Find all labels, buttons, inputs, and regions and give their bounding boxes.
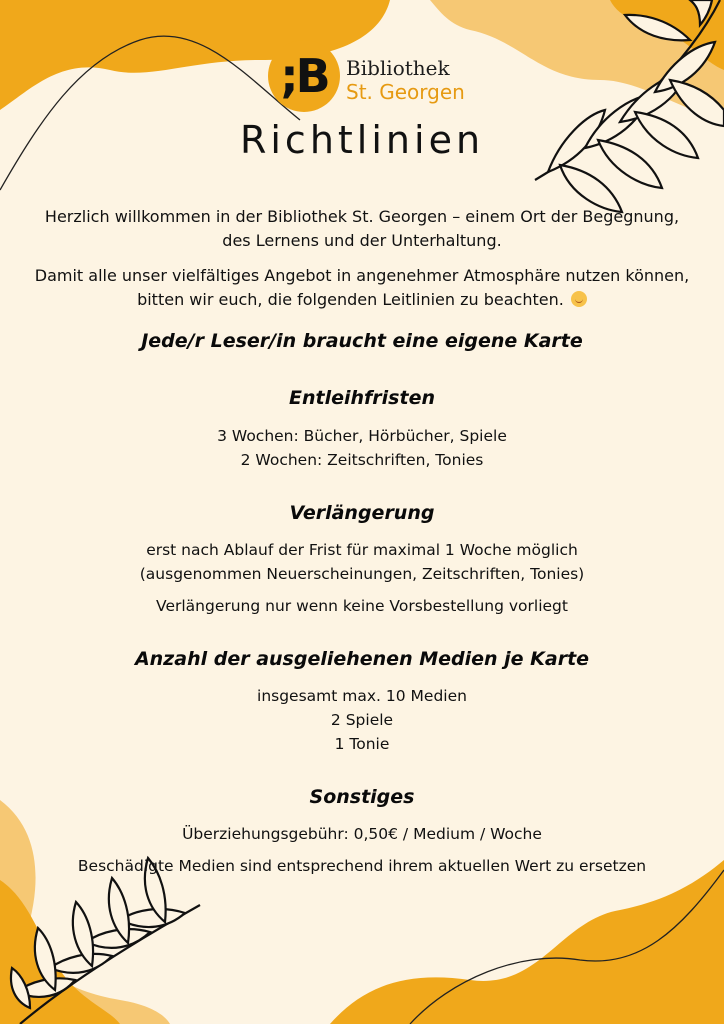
loan-line-2: 2 Wochen: Zeitschriften, Tonies [240, 451, 484, 469]
page-title: Richtlinien [239, 118, 485, 162]
renewal-line-2: (ausgenommen Neuerscheinungen, Zeitschriften, Tonies) [139, 565, 585, 583]
heading-other: Sonstiges [309, 786, 415, 808]
intro-paragraph-2 [20, 264, 704, 312]
logo-location: St. Georgen [346, 80, 465, 104]
intro-paragraph-1: Herzlich willkommen in der Bibliothek St. Georgen – einem Ort der Begegnung, des Lernens und der Unterhaltung. [44, 207, 680, 250]
heading-renewal: Verlängerung [289, 502, 435, 524]
renewal-line-3: Verlängerung nur wenn keine Vorsbestellung vorliegt [156, 597, 568, 615]
logo-name: Bibliothek [346, 56, 450, 80]
heading-loan-periods: Entleihfristen [289, 387, 435, 409]
renewal-line-1: erst nach Ablauf der Frist für maximal 1 Woche möglich [146, 541, 578, 559]
count-line-2: 2 Spiele [330, 711, 394, 729]
loan-line-1: 3 Wochen: Bücher, Hörbücher, Spiele [217, 427, 507, 445]
intro-paragraph-2-text: Damit alle unser vielfältiges Angebot in angenehmer Atmosphäre nutzen können, bitten wir euch, die folgenden Leitlinien zu beachten. [34, 266, 690, 309]
logo-mark: ;B [280, 49, 328, 103]
library-logo [268, 40, 468, 114]
heading-media-count: Anzahl der ausgeliehenen Medien je Karte [134, 648, 590, 670]
count-line-1: insgesamt max. 10 Medien [257, 687, 467, 705]
smiling-face-icon [571, 291, 587, 307]
other-line-2: Beschädigte Medien sind entsprechend ihrem aktuellen Wert zu ersetzen [77, 857, 647, 875]
heading-card: Jede/r Leser/in braucht eine eigene Karte [141, 330, 583, 352]
other-line-1: Überziehungsgebühr: 0,50€ / Medium / Woche [182, 825, 542, 843]
count-line-3: 1 Tonie [334, 735, 390, 753]
